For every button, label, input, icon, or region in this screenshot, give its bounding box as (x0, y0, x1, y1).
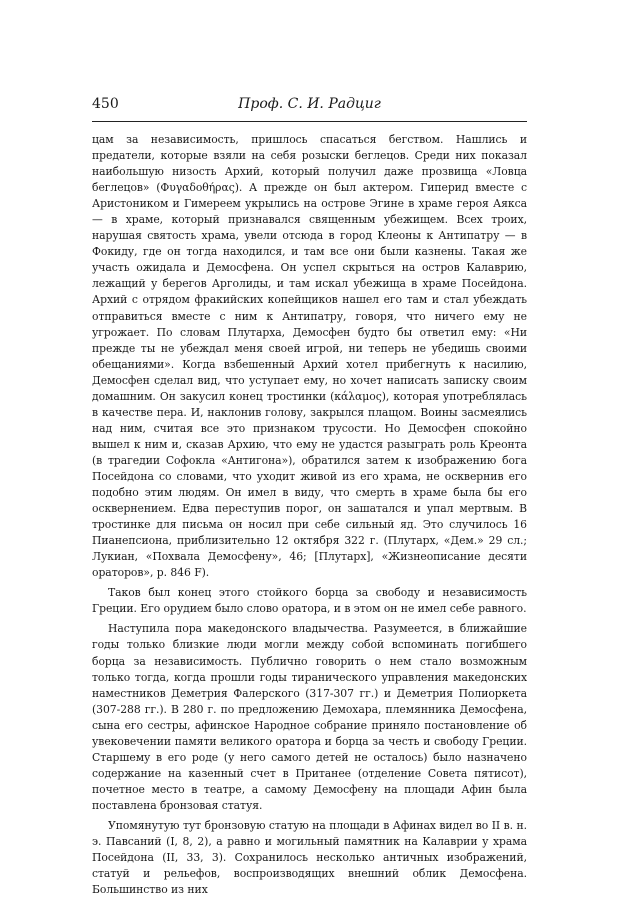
paragraph: Наступила пора македонского владычества. Разумеется, в ближайшие годы только близкие люди могли между собой вспоминать погибшего борца за независимость. Публично говорить о нем стало возможным только тогда, когда прошли годы тиранического управления македонских наместников Деметрия Фалерского (317-307 гг.) и Деметрия Полиоркета (307-288 гг.). В 280 г. по предложению Демохара, племянника Демосфена, сына его сестры, афинское Народное собрание приняло постановление об увековечении памяти великого оратора и борца за честь и свободу Греции. Старшему в его роде (у него самого детей не осталось) было назначено содержание на казенный счет в Пританее (отделение Совета пятисот), почетное место в театре, а самому Демосфену на площади Афин была поставлена бронзовая статуя. (92, 622, 527, 812)
running-head: Проф. С. И. Радциг (238, 96, 381, 112)
paragraph: Упомянутую тут бронзовую статую на площади в Афинах видел во II в. н. э. Павсаний (I, 8, 2), а равно и могильный памятник на Калаврии у храма Посейдона (II, 33, 3). Сохранилось несколько античных изображений, статуй и рельефов, воспроизводящих внешний облик Демосфена. Большинство из них (92, 818, 527, 897)
paragraph: Таков был конец этого стойкого борца за свободу и независимость Греции. Его орудием было слово оратора, и в этом он не имел себе равного. (92, 586, 527, 616)
paragraph-continuation: цам за независимость, пришлось спасаться бегством. Нашлись и предатели, которые взяли на себя розыски беглецов. Среди них показал наибольшую низость Архий, который получил даже прозвища «Ловца беглецов» (Φυγαδοθήρας). А прежде он был актером. Гиперид вместе с Аристоником и Гимереем укрылись на острове Эгине в храме героя Аякса — в храме, который признавался священным убежищем. Всех троих, нарушая святость храма, увели отсюда в город Клеоны к Антипатру — в Фокиду, где он тогда находился, и там все они были казнены. Такая же участь ожидала и Демосфена. Он успел скрыться на остров Калаврию, лежащий у берегов Арголиды, и там искал убежища в храме Посейдона. Архий с отрядом фракийских копейщиков нашел его там и стал убеждать отправиться вместе с ним к Антипатру, говоря, что ничего ему не угрожает. По словам Плутарха, Демосфен будто бы ответил ему: «Ни прежде ты не убеждал меня своей игрой, ни теперь не убедишь своими обещаниями». Когда взбешенный Архий хотел прибегнуть к насилию, Демосфен сделал вид, что уступает ему, но хочет написать записку своим домашним. Он закусил конец тростинки (κάλαμος), которая употреблялась в качестве пера. И, наклонив голову, закрылся плащом. Воины засмеялись над ним, считая все это признаком трусости. Но Демосфен спокойно вышел к ним и, сказав Архию, что ему не удастся разыграть роль Креонта (в трагедии Софокла «Антигона»), обратился затем к изображению бога Посейдона со словами, что уходит живой из его храма, не осквернив его подобно этим людям. Он имел в виду, что смерть в храме была бы его осквернением. Едва переступив порог, он зашатался и упал мертвым. В тростинке для письма он носил при себе сильный яд. Это случилось 16 Пианепсиона, приблизительно 12 октября 322 г. (Плутарх, «Дем.» 29 сл.; Лукиан, «Похвала Демосфену», 46; [Плутарх], «Жизнеописание десяти ораторов», р. 846 F). (92, 133, 527, 580)
page-number: 450 (92, 96, 119, 112)
header-rule (92, 121, 527, 122)
body-text (92, 132, 527, 898)
page-header (92, 96, 527, 118)
